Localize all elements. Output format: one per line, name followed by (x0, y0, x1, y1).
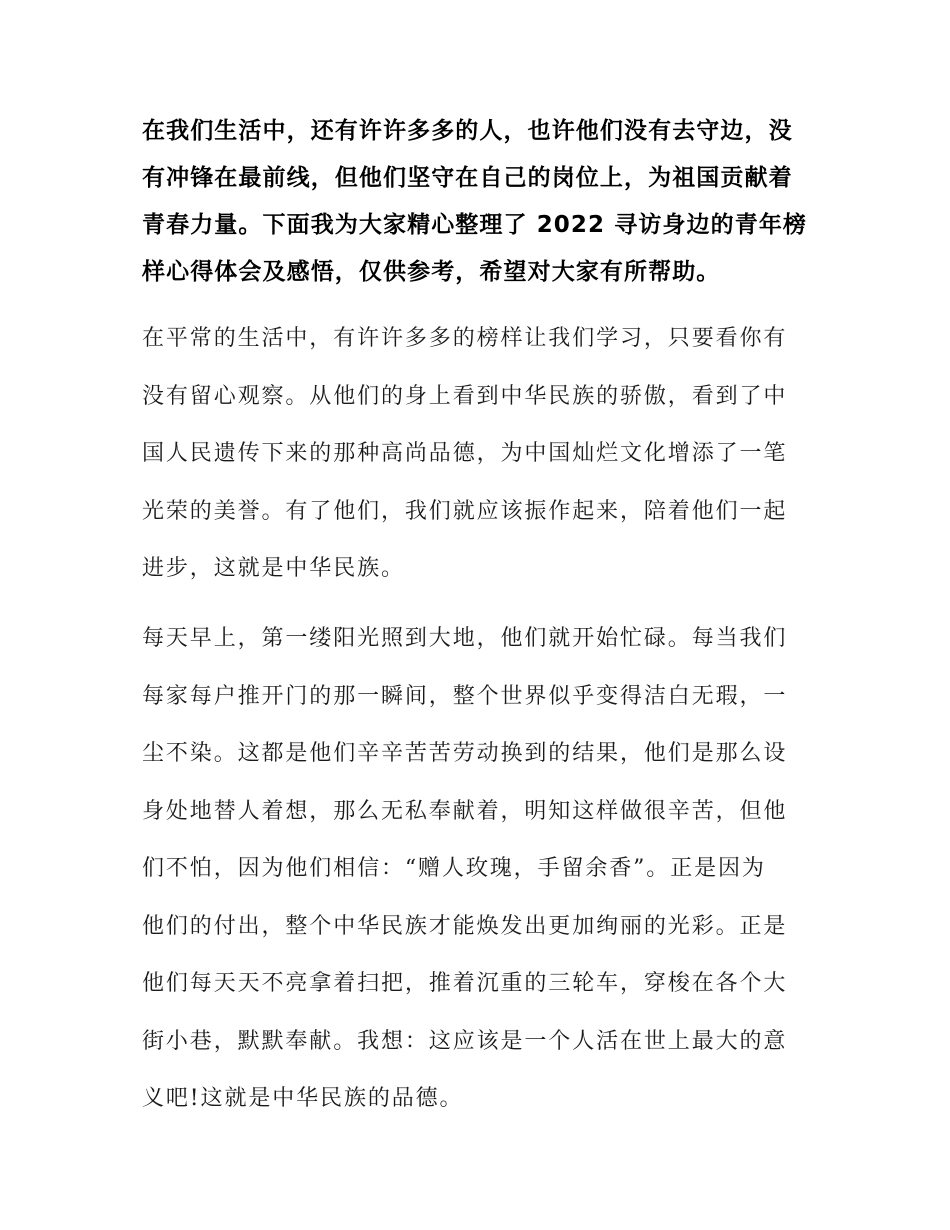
paragraph-line: 在平常的生活中，有许许多多的榜样让我们学习，只要看你有 (142, 326, 788, 351)
paragraph-line: 街小巷，默默奉献。我想：这应该是一个人活在世上最大的意 (142, 1028, 788, 1054)
intro-line: 有冲锋在最前线，但他们坚守在自己的岗位上，为祖国贡献着 (142, 165, 793, 191)
paragraph-line: 国人民遗传下来的那种高尚品德，为中国灿烂文化增添了一笔 (142, 441, 788, 466)
paragraph-line: 身处地替人着想，那么无私奉献着，明知这样做很辛苦，但他 (142, 798, 788, 824)
paragraph-line: 每天早上，第一缕阳光照到大地，他们就开始忙碌。每当我们 (142, 626, 788, 651)
paragraph-line: 他们的付出，整个中华民族才能焕发出更加绚丽的光彩。正是 (142, 913, 788, 939)
paragraph-line: 每家每户推开门的那一瞬间，整个世界似乎变得洁白无瑕，一 (142, 683, 788, 709)
intro-line: 样心得体会及感悟，仅供参考，希望对大家有所帮助。 (142, 259, 721, 285)
paragraph-line: 没有留心观察。从他们的身上看到中华民族的骄傲，看到了中 (142, 383, 788, 409)
paragraph-line: 他们每天天不亮拿着扫把，推着沉重的三轮车，穿梭在各个大 (142, 971, 788, 996)
paragraph-line: 进步，这就是中华民族。 (142, 556, 405, 581)
paragraph-line: 光荣的美誉。有了他们，我们就应该振作起来，陪着他们一起 (142, 498, 788, 524)
intro-line: 青春力量。下面我为大家精心整理了 2022 寻访身边的青年榜 (142, 212, 808, 238)
intro-line: 在我们生活中，还有许许多多的人，也许他们没有去守边，没 (142, 118, 793, 144)
paragraph-line: 们不怕，因为他们相信：“赠人玫瑰，手留余香”。正是因为 (142, 856, 766, 881)
paragraph-line: 义吧!这就是中华民族的品德。 (142, 1086, 464, 1111)
paragraph-line: 尘不染。这都是他们辛辛苦苦劳动换到的结果，他们是那么设 (142, 741, 788, 766)
body-paragraph-street-cleaners (142, 610, 814, 1128)
intro-paragraph (142, 108, 814, 296)
body-paragraph-role-models (142, 310, 814, 598)
